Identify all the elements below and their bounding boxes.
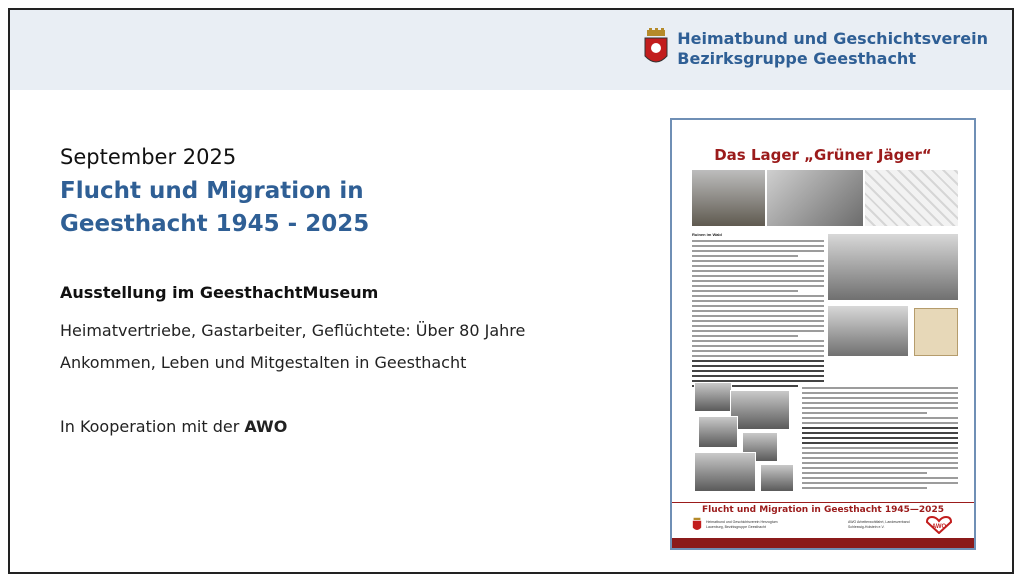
awo-logo-icon bbox=[924, 516, 954, 534]
subtitle-line2: Ankommen, Leben und Mitgestalten in Geesthacht bbox=[60, 353, 467, 372]
aerial-photo bbox=[767, 170, 862, 226]
svg-text:AWO: AWO bbox=[931, 524, 947, 530]
slide bbox=[8, 8, 1014, 574]
poster-text-lines bbox=[692, 240, 824, 387]
hut-photo bbox=[828, 306, 908, 356]
poster-barracks-photos bbox=[828, 234, 958, 367]
coop-partner: AWO bbox=[244, 417, 288, 436]
exhibit-heading: Ausstellung im GeesthachtMuseum bbox=[60, 283, 379, 302]
org-logo bbox=[643, 28, 988, 70]
poster-footer-title: Flucht und Migration in Geesthacht 1945—2025 bbox=[672, 502, 974, 515]
poster-text-column bbox=[692, 232, 824, 387]
cooperation-note bbox=[60, 417, 620, 436]
poster-footer bbox=[692, 516, 954, 534]
page-title bbox=[60, 175, 620, 241]
poster-photo-collage bbox=[694, 382, 794, 492]
date: September 2025 bbox=[60, 145, 237, 169]
forest-photo bbox=[692, 170, 765, 226]
title-line2: Geesthacht 1945 - 2025 bbox=[60, 211, 370, 237]
footer-right-text: AWO Arbeiterwohlfahrt, Landesverband Schleswig-Holstein e.V. bbox=[848, 520, 910, 529]
poster-title: Das Lager „Grüner Jäger“ bbox=[714, 146, 932, 164]
poster-photo-strip bbox=[692, 170, 958, 226]
subtitle bbox=[60, 315, 620, 379]
poster-section-head: Ruinen im Wald bbox=[692, 232, 722, 237]
poster-image bbox=[670, 118, 976, 550]
header-band bbox=[10, 10, 1012, 90]
org-line1: Heimatbund und Geschichtsverein bbox=[677, 29, 988, 48]
title-line1: Flucht und Migration in bbox=[60, 178, 364, 204]
crest-icon bbox=[643, 28, 669, 70]
map-photo bbox=[865, 170, 958, 226]
footer-left-text: Heimatbund und Geschichtsverein Herzogtum Lauenburg, Bezirksgruppe Geesthacht bbox=[706, 520, 778, 529]
coop-prefix: In Kooperation mit der bbox=[60, 417, 245, 436]
org-line2: Bezirksgruppe Geesthacht bbox=[677, 49, 916, 68]
footer-crest-icon bbox=[692, 517, 702, 533]
poster-bottom-bar bbox=[672, 538, 974, 548]
newspaper-clipping bbox=[914, 308, 958, 356]
main-content bbox=[60, 145, 620, 436]
subtitle-line1: Heimatvertriebe, Gastarbeiter, Geflüchtete: Über 80 Jahre bbox=[60, 321, 526, 340]
barracks-photo bbox=[828, 234, 958, 300]
poster-text-column-2 bbox=[802, 384, 958, 489]
